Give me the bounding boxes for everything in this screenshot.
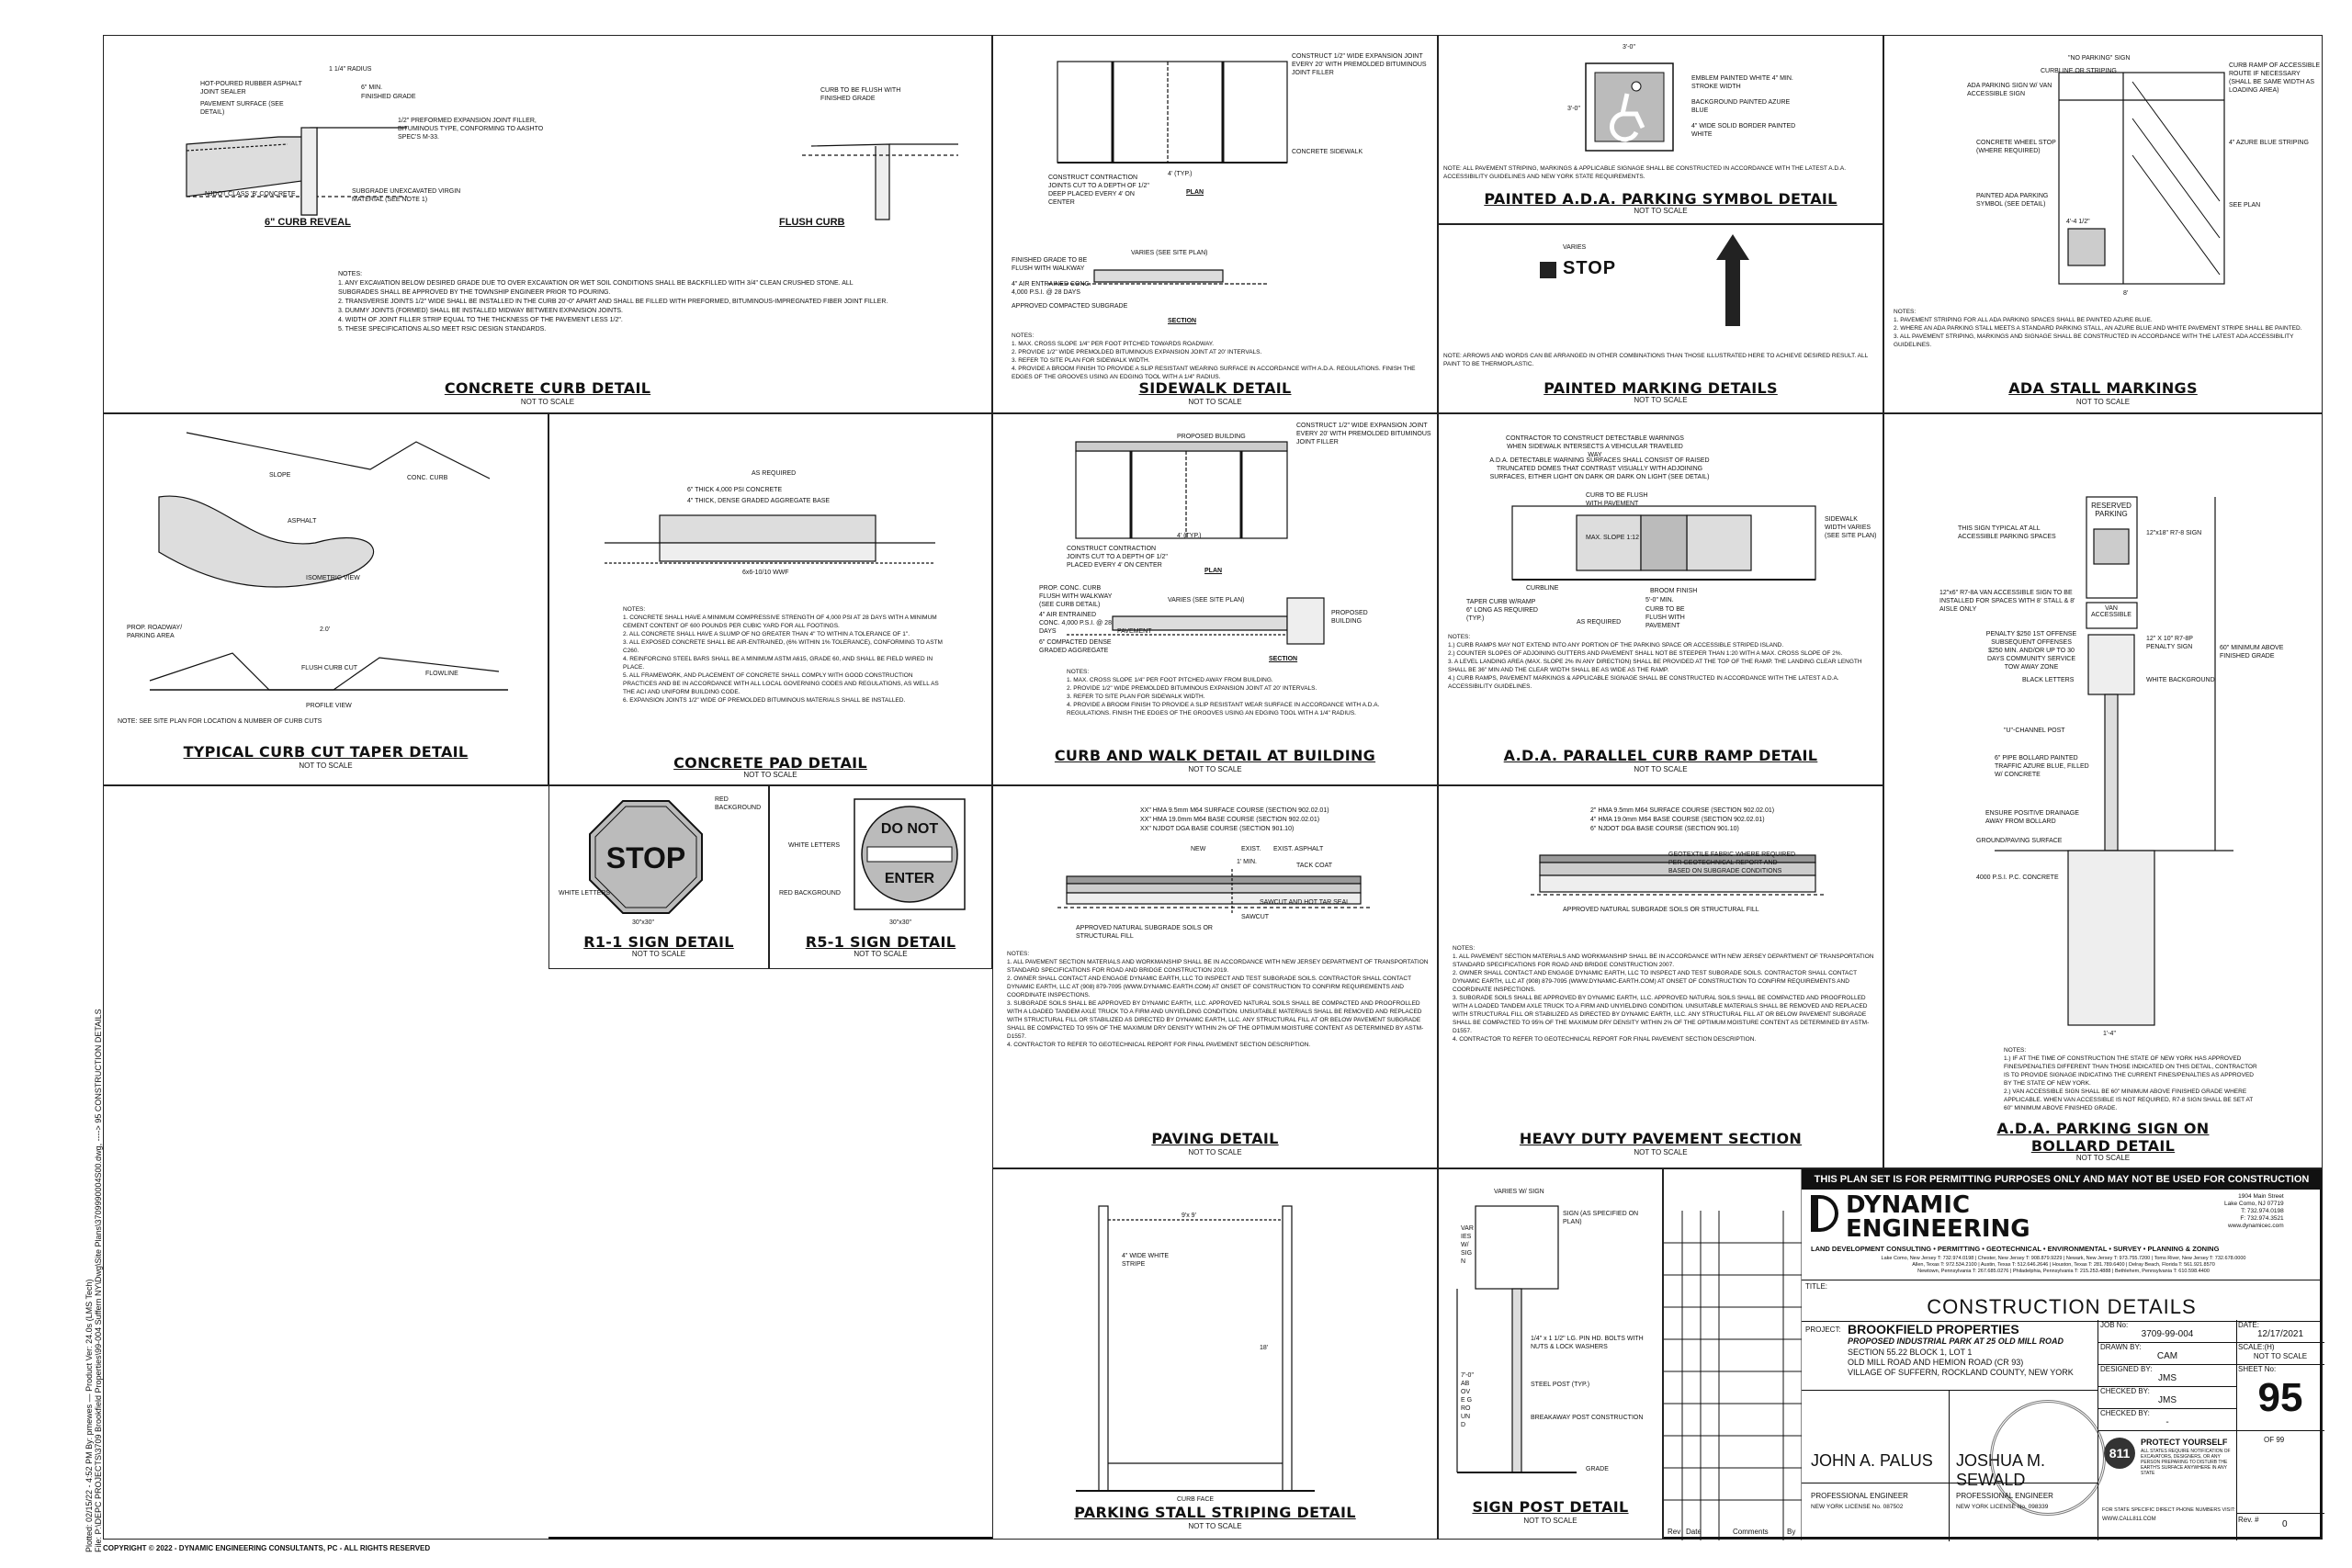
date-value: 12/17/2021 <box>2256 1329 2304 1339</box>
ada-symbol-title: PAINTED A.D.A. PARKING SYMBOL DETAIL <box>1484 190 1838 208</box>
cw-plan: PLAN <box>1204 568 1223 574</box>
ramp-label-4: CURBLINE <box>1526 585 1559 592</box>
adasign-label-7: "U"-CHANNEL POST <box>2004 728 2065 734</box>
curb-cut-title: TYPICAL CURB CUT TAPER DETAIL <box>183 743 469 761</box>
ramp-label-7: 5'-0" MIN. <box>1645 597 1674 604</box>
post-label-6: GRADE <box>1586 1466 1609 1472</box>
sign-post-detail <box>1438 1168 1663 1540</box>
project-location: SECTION 55.22 BLOCK 1, LOT 1 OLD MILL ROAD AND HEMION ROAD (CR 93) VILLAGE OF SUFFERN, ROCKLAND COUNTY, NEW YORK <box>1848 1348 2074 1377</box>
company-name-1: DYNAMIC <box>1846 1191 1971 1219</box>
title-box <box>1802 1280 2322 1322</box>
adasign-label-8: 6" PIPE BOLLARD PAINTED TRAFFIC AZURE BLUE, FILLED W/ CONCRETE <box>1995 755 2089 778</box>
checked-value: JMS <box>2158 1395 2177 1405</box>
curb-walk-detail <box>992 413 1438 785</box>
curb-label-2: PAVEMENT SURFACE (SEE DETAIL) <box>200 101 284 116</box>
drawn-label: DRAWN BY: <box>2100 1343 2142 1351</box>
cw-label-7: PAVEMENT <box>1117 628 1152 635</box>
call811-web: WWW.CALL811.COM <box>2102 1517 2156 1522</box>
paving-label-3: NEW <box>1191 846 1206 852</box>
curb-label-6: NJDOT CLASS 'B' CONCRETE <box>205 191 296 197</box>
adasign-label-0: THIS SIGN TYPICAL AT ALL ACCESSIBLE PARKING SPACES <box>1958 525 2056 540</box>
rev-col-comments: Comments <box>1733 1528 1769 1536</box>
post-label-0: VARIES W/ SIGN <box>1494 1189 1544 1195</box>
checked2-value: - <box>2165 1417 2169 1427</box>
ada-sign-title: A.D.A. PARKING SIGN ON BOLLARD DETAIL <box>1996 1120 2210 1155</box>
stall-curb-face: CURB FACE <box>1177 1496 1215 1503</box>
copyright: COPYRIGHT © 2022 - DYNAMIC ENGINEERING CONSULTANTS, PC - ALL RIGHTS RESERVED <box>103 1544 431 1552</box>
project-subtitle: PROPOSED INDUSTRIAL PARK AT 25 OLD MILL ROAD <box>1848 1337 2064 1346</box>
ada-sign-notes: NOTES: 1.) IF AT THE TIME OF CONSTRUCTION THE STATE OF NEW YORK HAS APPROVED FINES/PENALTIES DIFFERENT THAN THOSE INDICATED ON THIS DETAIL, CONTRACTOR IS TO PROVIDE SIGNAGE INDICATING THE CURRENT FINES/PENALTIES AS APPROVED BY THE STATE OF NEW YORK. 2.) VAN ACCESSIBLE SIGN SHALL BE 60" MINIMUM ABOVE FINISHED GRADE WHERE APPLICABLE. WHEN VAN ACCESSIBLE IS NOT REQUIRED, R7-8 SIGN SHALL BE SET AT 60" MINIMUM ABOVE FINISHED GRADE. <box>2004 1047 2257 1111</box>
ada-symbol-dim-side: 3'-0" <box>1567 106 1580 112</box>
pe2-license: NEW YORK LICENSE No. 098339 <box>1956 1504 2049 1510</box>
job-number: 3709-99-004 <box>2141 1329 2194 1339</box>
company-logo <box>1811 1195 1838 1232</box>
cw-label-4: PROP. CONC. CURB FLUSH WITH WALKWAY (SEE CURB DETAIL) <box>1039 585 1113 608</box>
curb-cut-profile: PROFILE VIEW <box>306 703 352 709</box>
marking-title: PAINTED MARKING DETAILS <box>1544 379 1778 397</box>
reserved-parking-text: RESERVED PARKING <box>2091 502 2132 518</box>
heavy-nts: NOT TO SCALE <box>1634 1148 1688 1156</box>
ramp-label-0: CONTRACTOR TO CONSTRUCT DETECTABLE WARNINGS WHEN SIDEWALK INTERSECTS A VEHICULAR TRAVELED WAY <box>1506 435 1684 458</box>
sidewalk-nts: NOT TO SCALE <box>1188 398 1242 406</box>
scale-value: NOT TO SCALE <box>2253 1352 2308 1360</box>
stall-dim-width: 9'x 9' <box>1182 1213 1196 1219</box>
cw-label-1: PROPOSED BUILDING <box>1177 434 1246 440</box>
heavy-label-2: 6" NJDOT DGA BASE COURSE (SECTION 901.10) <box>1590 826 1739 832</box>
cw-notes: NOTES: 1. MAX. CROSS SLOPE 1/4" PER FOOT PITCHED AWAY FROM BUILDING. 2. PROVIDE 1/2" WIDE PREMOLDED BITUMINOUS EXPANSION JOINT AT 20' INTERVALS. 3. REFER TO SITE PLAN FOR SIDEWALK WIDTH. 4. PROVIDE A BROOM FINISH TO PROVIDE A SLIP RESISTANT WEAR SURFACE IN ACCORDANCE WITH A.D.A. REGULATIONS. FINISH THE EDGES OF THE GROOVES USING AN EDGING TOOL WITH A 1/4" RADIUS. <box>1067 669 1380 716</box>
paving-title: PAVING DETAIL <box>1151 1130 1279 1147</box>
curb-label-7: SUBGRADE UNEXCAVATED VIRGIN MATERIAL (SEE NOTE 1) <box>352 188 461 203</box>
stall-label-7: SEE PLAN <box>2229 202 2261 209</box>
adasign-label-13: 1'-4" <box>2103 1031 2116 1037</box>
company-name-2: ENGINEERING <box>1846 1215 2030 1243</box>
stall-title: PARKING STALL STRIPING DETAIL <box>1074 1504 1356 1521</box>
rev-value: 0 <box>2282 1519 2288 1529</box>
post-label-5: BREAKAWAY POST CONSTRUCTION <box>1531 1415 1644 1421</box>
curb-cut-label-1: CONC. CURB <box>407 475 448 481</box>
curb-cut-taper-detail <box>103 413 548 785</box>
plot-stamp: Plotted: 02/15/22 - 4:52 PM By: pmewes — Product Ver: 24.0s (LMS Tech) <box>85 1279 94 1552</box>
sidewalk-detail <box>992 35 1438 413</box>
do-not-enter-detail <box>769 785 992 969</box>
company-offices: Lake Como, New Jersey T: 732.974.0198 | Chester, New Jersey T: 908.879.9229 | Newark, New Jersey T: 973.755.7200 | Toms River, New Jersey T: 732.678.0000 Allen, Texas T: 972.534.2100 | Austin, Texas T: 512.646.2646 | Houston, Texas T: 281.789.6400 | Delray Beach, Florida T: 561.921.8570 Newtown, Pennsylvania T: 267.685.0276 | Philadelphia, Pennsylvania T: 215.253.4888 | Bethlehem, Pennsylvania T: 610.598.4400 <box>1881 1256 2246 1274</box>
ada-symbol-label-1: BACKGROUND PAINTED AZURE BLUE <box>1691 99 1791 114</box>
heavy-duty-pavement-detail <box>1438 785 1883 1168</box>
stop-title: R1-1 SIGN DETAIL <box>583 933 734 951</box>
pad-label-0: AS REQUIRED <box>752 470 797 477</box>
dne-text-1: DO NOT <box>880 821 939 837</box>
designed-cell <box>2098 1364 2237 1387</box>
post-label-1: SIGN (AS SPECIFIED ON PLAN) <box>1563 1211 1639 1225</box>
stall-label-6: PAINTED ADA PARKING SYMBOL (SEE DETAIL) <box>1976 193 2049 208</box>
stall-label-1: CURBLINE OR STRIPING <box>2041 68 2117 74</box>
curb-cut-notes: NOTE: SEE SITE PLAN FOR LOCATION & NUMBER OF CURB CUTS <box>118 718 322 725</box>
call811-block <box>2098 1430 2237 1540</box>
paving-label-0: XX" HMA 9.5mm M64 SURFACE COURSE (SECTION 902.02.01) <box>1140 807 1329 814</box>
heavy-label-1: 4" HMA 19.0mm M64 BASE COURSE (SECTION 902.02.01) <box>1590 817 1765 823</box>
curb-label-1: HOT-POURED RUBBER ASPHALT JOINT SEALER <box>200 81 302 96</box>
paving-detail <box>992 785 1438 1168</box>
stop-word: STOP <box>1563 258 1617 278</box>
sheet-number: 95 <box>2257 1375 2303 1420</box>
ramp-label-8: CURB TO BE FLUSH WITH PAVEMENT <box>1645 606 1685 629</box>
marking-nts: NOT TO SCALE <box>1634 396 1688 404</box>
ada-stall-notes: NOTES: 1. PAVEMENT STRIPING FOR ALL ADA PARKING SPACES SHALL BE PAINTED AZURE BLUE. 2. WHERE AN ADA PARKING STALL MEETS A STANDARD PARKING STALL, AN AZURE BLUE AND WHITE PAVEMENT STRIPE SHALL BE PAINTED. 3. ALL PAVEMENT STRIPING, MARKINGS AND SIGNAGE SHALL BE CONSTRUCTED IN ACCORDANCE WITH THE LATEST ADA ACCESSIBILITY GUIDELINES. <box>1894 309 2302 348</box>
cw-label-2: CONSTRUCT CONTRACTION JOINTS CUT TO A DEPTH OF 1/2" PLACED EVERY 4' ON CENTER <box>1067 546 1168 569</box>
dne-text-2: ENTER <box>884 871 935 886</box>
job-cell <box>2098 1320 2237 1343</box>
checked-label: CHECKED BY: <box>2100 1387 2150 1395</box>
rev-col-date: Date <box>1686 1528 1702 1536</box>
curb-cut-label-0: SLOPE <box>269 472 291 479</box>
call811-text: ALL STATES REQUIRE NOTIFICATION OF EXCAVATORS, DESIGNERS, OR ANY PERSON PREPARING TO DISTURB THE EARTH'S SURFACE ANYWHERE IN ANY STATE <box>2141 1449 2231 1476</box>
van-accessible-text: VAN ACCESSIBLE <box>2091 605 2132 618</box>
stall-label-5: 4" AZURE BLUE STRIPING <box>2229 140 2309 146</box>
paving-label-5: EXIST. ASPHALT <box>1273 846 1324 852</box>
ada-stall-detail <box>1883 35 2323 413</box>
marking-notes: NOTE: ARROWS AND WORDS CAN BE ARRANGED IN OTHER COMBINATIONS THAN THOSE ILLUSTRATED HERE TO ACHIEVE DESIRED RESULT. ALL PAINT TO BE THERMOPLASTIC. <box>1443 353 1868 367</box>
concrete-curb-detail <box>103 35 992 413</box>
sheet-cell <box>2236 1364 2324 1431</box>
file-path: File: P:\DEPC PROJECTS\3709 Brookfield Properties\99-004 Suffern NY\Dwg\Site Plans\3709990004S00.dwg, ----> 95 CONSTRUCTION DETAILS <box>94 1009 103 1552</box>
curb-cut-iso: ISOMETRIC VIEW <box>306 575 360 581</box>
cw-label-3: 4' (TYP.) <box>1177 533 1202 539</box>
paving-label-8: SAWCUT <box>1241 914 1270 920</box>
drawn-cell <box>2098 1342 2237 1365</box>
curb-label-5: 1/2" PREFORMED EXPANSION JOINT FILLER, BITUMINOUS TYPE, CONFORMING TO AASHTO SPEC'S M-33. <box>398 118 544 141</box>
scale-label: SCALE:(H) <box>2238 1343 2275 1351</box>
sheet-of: OF 99 <box>2264 1436 2285 1444</box>
stall-label-4: CONCRETE WHEEL STOP (WHERE REQUIRED) <box>1976 140 2056 154</box>
post-label-3: 1/4" x 1 1/2" LG. PIN HD. BOLTS WITH NUTS & LOCK WASHERS <box>1531 1336 1644 1350</box>
checked-cell <box>2098 1386 2237 1409</box>
revision-grid <box>1664 1169 1802 1540</box>
stop-label-1: WHITE LETTERS <box>559 890 611 897</box>
stall-label-9: 8' <box>2123 290 2129 297</box>
sidewalk-label-0: CONSTRUCT 1/2" WIDE EXPANSION JOINT EVERY 20' WITH PREMOLDED BITUMINOUS JOINT FILLER <box>1292 53 1427 76</box>
pad-title: CONCRETE PAD DETAIL <box>673 754 867 772</box>
drawn-value: CAM <box>2156 1351 2178 1361</box>
sidewalk-label-7: APPROVED COMPACTED SUBGRADE <box>1012 303 1128 310</box>
ada-symbol-dim-top: 3'-0" <box>1623 44 1635 51</box>
rev-col-rev: Rev <box>1668 1528 1681 1536</box>
sidewalk-label-4: VARIES (SEE SITE PLAN) <box>1131 250 1208 256</box>
sidewalk-label-5: FINISHED GRADE TO BE FLUSH WITH WALKWAY <box>1012 257 1088 272</box>
ramp-label-9: AS REQUIRED <box>1577 619 1622 626</box>
post-label-2: VARIES W/ SIGN <box>1461 1225 1474 1265</box>
stall-label-0: "NO PARKING" SIGN <box>2068 55 2131 62</box>
checked2-label: CHECKED BY: <box>2100 1409 2150 1417</box>
sheet-label: SHEET No: <box>2238 1365 2277 1373</box>
pe1-name: JOHN A. PALUS <box>1811 1451 1933 1470</box>
paving-label-6: 1' MIN. <box>1237 859 1257 865</box>
ada-sign-nts: NOT TO SCALE <box>2075 1154 2131 1162</box>
heavy-notes: NOTES: 1. ALL PAVEMENT SECTION MATERIALS AND WORKMANSHIP SHALL BE IN ACCORDANCE WITH NEW JERSEY DEPARTMENT OF TRANSPORTATION STANDARD SPECIFICATIONS FOR ROAD AND BRIDGE CONSTRUCTION 2007. 2. OWNER SHALL CONTACT AND ENGAGE DYNAMIC EARTH, LLC TO INSPECT AND TEST SUBGRADE SOILS. CONTRACTOR SHALL CONTACT DYNAMIC EARTH, LLC AT (908) 879-7095 (WWW.DYNAMIC-EARTH.COM) AT ONSET OF CONSTRUCTION TO CONFIRM REQUIREMENTS AND COORDINATE INSPECTIONS. 3. SUBGRADE SOILS SHALL BE APPROVED BY DYNAMIC EARTH, LLC. APPROVED NATURAL SOILS SHALL BE COMPACTED AND PROOFROLLED WITH A LOADED TANDEM AXLE TRUCK TO A FIRM AND UNYIELDING CONDITION. UNSUITABLE MATERIALS SHALL BE REMOVED AND REPLACED WITH STRUCTURAL FILL OR STABILIZED AS DIRECTED BY DYNAMIC EARTH, LLC. ANY STRUCTURAL FILL AT OR BELOW PAVEMENT SUBGRADE SHALL BE COMPACTED TO 95% OF THE MAXIMUM DRY DENSITY WITHIN 2% OF THE OPTIMUM MOISTURE CONTENT AS DETERMINED BY ASTM-D1557. 4. CONTRACTOR TO REFER TO GEOTECHNICAL REPORT FOR FINAL PAVEMENT SECTION DESCRIPTION. <box>1453 945 1874 1043</box>
paving-label-1: XX" HMA 19.0mm M64 BASE COURSE (SECTION 902.02.01) <box>1140 817 1320 823</box>
ada-symbol-label-2: 4" WIDE SOLID BORDER PAINTED WHITE <box>1691 123 1796 138</box>
heavy-label-3: GEOTEXTILE FABRIC WHERE REQUIRED PER GEOTECHNICAL REPORT AND BASED ON SUBGRADE CONDITIONS <box>1668 852 1796 874</box>
cw-label-9: PROPOSED BUILDING <box>1331 610 1368 625</box>
curb-label-4: FINISHED GRADE <box>361 94 416 100</box>
curb-cut-nts: NOT TO SCALE <box>299 761 353 770</box>
stop-label-2: 30"x30" <box>632 919 655 926</box>
dne-label-1: RED BACKGROUND <box>779 890 841 897</box>
sidewalk-label-3: 4' (TYP.) <box>1168 171 1193 177</box>
adasign-label-10: GROUND/PAVING SURFACE <box>1976 838 2063 844</box>
info-grid <box>2098 1320 2324 1540</box>
heavy-title: HEAVY DUTY PAVEMENT SECTION <box>1519 1130 1803 1147</box>
cw-nts: NOT TO SCALE <box>1188 765 1242 773</box>
ramp-label-3: MAX. SLOPE 1:12 <box>1586 535 1639 541</box>
adasign-label-4: 12" X 10" R7-8P PENALTY SIGN <box>2146 636 2193 650</box>
rev-col-by: By <box>1787 1528 1796 1536</box>
stall-label-8: 4'-4 1/2" <box>2066 219 2090 225</box>
parking-stall-detail <box>992 1168 1438 1540</box>
paving-label-7: TACK COAT <box>1296 863 1333 869</box>
blank-area <box>103 785 548 1540</box>
ramp-label-6: BROOM FINISH <box>1650 588 1698 594</box>
stall-label-3: CURB RAMP OF ACCESSIBLE ROUTE IF NECESSARY (SHALL BE SAME WIDTH AS LOADING AREA) <box>2229 62 2321 94</box>
adasign-label-11: 4000 P.S.I. P.C. CONCRETE <box>1976 874 2059 881</box>
company-address: 1904 Main Street Lake Como, NJ 07719 T: 732.974.0198 F: 732.974.3521 www.dynamicec.com <box>2224 1193 2284 1229</box>
pad-label-2: 4" THICK, DENSE GRADED AGGREGATE BASE <box>687 498 831 504</box>
adasign-label-6: WHITE BACKGROUND <box>2146 677 2215 683</box>
designed-label: DESIGNED BY: <box>2100 1365 2153 1373</box>
dne-label-2: 30"x30" <box>889 919 912 926</box>
rev-label: Rev. # <box>2238 1516 2259 1524</box>
stop-nts: NOT TO SCALE <box>631 950 686 958</box>
stall-nts: NOT TO SCALE <box>1188 1522 1242 1530</box>
ada-symbol-label-0: EMBLEM PAINTED WHITE 4" MIN. STROKE WIDTH <box>1691 75 1793 90</box>
ada-stall-nts: NOT TO SCALE <box>2075 398 2131 406</box>
ramp-notes: NOTES: 1.) CURB RAMPS MAY NOT EXTEND INTO ANY PORTION OF THE PARKING SPACE OR ACCESSIBLE STRIPED ISLAND. 2.) COUNTER SLOPES OF ADJOINING GUTTERS AND PAVEMENT SHALL NOT BE STEEPER THAN 1:20 WITH A MAX. CROSS SLOPE OF 2%. 3. A LEVEL LANDING AREA (MAX. SLOPE 2% IN ANY DIRECTION) SHALL BE PROVIDED AT THE TOP OF THE RAMP. THE LANDING CLEAR LENGTH SHALL BE 36" MIN AND THE CLEAR WIDTH SHALL BE AS WIDE AS THE RAMP. 4.) CURB RAMPS, PAVEMENT MARKINGS & APPLICABLE SIGNAGE SHALL BE CONSTRUCTED IN ACCORDANCE WITH THE LATEST A.D.A. ACCESSIBILITY GUIDELINES. <box>1448 634 1862 690</box>
sidewalk-label-6: 4" AIR ENTRAINED CONC. 4,000 P.S.I. @ 28 DAYS <box>1012 281 1091 296</box>
company-services: LAND DEVELOPMENT CONSULTING • PERMITTING • GEOTECHNICAL • ENVIRONMENTAL • SURVEY • PLANNING & ZONING <box>1811 1245 2220 1253</box>
post-label-4: STEEL POST (TYP.) <box>1531 1382 1590 1388</box>
ada-symbol-detail <box>1438 35 1883 224</box>
adasign-label-5: BLACK LETTERS <box>2022 677 2075 683</box>
heavy-label-4: APPROVED NATURAL SUBGRADE SOILS OR STRUCTURAL FILL <box>1563 907 1759 913</box>
ada-stall-title: ADA STALL MARKINGS <box>2008 379 2198 397</box>
paving-label-4: EXIST. <box>1241 846 1261 852</box>
cw-label-6: 4" AIR ENTRAINED CONC. 4,000 P.S.I. @ 28 DAYS <box>1039 612 1112 635</box>
adasign-label-12: 60" MINIMUM ABOVE FINISHED GRADE <box>2220 645 2284 660</box>
flush-curb-subtitle: FLUSH CURB <box>779 217 845 228</box>
post-label-7: 7'-0" ABOVE GROUND <box>1461 1372 1474 1428</box>
job-label: JOB No: <box>2100 1321 2129 1329</box>
curb-reveal-subtitle: 6" CURB REVEAL <box>265 217 351 228</box>
cw-title: CURB AND WALK DETAIL AT BUILDING <box>1054 747 1376 764</box>
cw-section: SECTION <box>1269 656 1298 662</box>
adasign-label-3: PENALTY $250 1ST OFFENSE SUBSEQUENT OFFENSES $250 MIN. AND/OR UP TO 30 DAYS COMMUNITY SERVICE TOW AWAY ZONE <box>1985 631 2077 671</box>
permit-banner: THIS PLAN SET IS FOR PERMITTING PURPOSES ONLY AND MAY NOT BE USED FOR CONSTRUCTION <box>1802 1169 2322 1190</box>
pad-label-3: 6x6-10/10 WWF <box>742 570 789 576</box>
call811-title: PROTECT YOURSELF <box>2141 1438 2228 1447</box>
sidewalk-label-1: CONSTRUCT CONTRACTION JOINTS CUT TO A DEPTH OF 1/2" DEEP PLACED EVERY 4' ON CENTER <box>1048 175 1149 206</box>
post-title: SIGN POST DETAIL <box>1472 1498 1629 1516</box>
pe2-title: PROFESSIONAL ENGINEER <box>1956 1492 2053 1500</box>
paving-label-2: XX" NJDOT DGA BASE COURSE (SECTION 901.10) <box>1140 826 1295 832</box>
curb-cut-drawing <box>104 414 548 785</box>
checked2-cell <box>2098 1408 2237 1431</box>
curb-cut-label-3: PROP. ROADWAY/ PARKING AREA <box>127 625 183 639</box>
drawing-title: CONSTRUCTION DETAILS <box>1927 1295 2197 1318</box>
adasign-label-9: ENSURE POSITIVE DRAINAGE AWAY FROM BOLLARD <box>1985 810 2079 825</box>
cw-label-5: VARIES (SEE SITE PLAN) <box>1168 597 1245 604</box>
ramp-title: A.D.A. PARALLEL CURB RAMP DETAIL <box>1503 747 1818 764</box>
engineer-block <box>1802 1390 2098 1541</box>
sidewalk-notes: NOTES: 1. MAX. CROSS SLOPE 1/4" PER FOOT PITCHED TOWARDS ROADWAY. 2. PROVIDE 1/2" WIDE PREMOLDED BITUMINOUS EXPANSION JOINT AT 20' INTERVALS. 3. REFER TO SITE PLAN FOR SIDEWALK WIDTH. 4. PROVIDE A BROOM FINISH TO PROVIDE A SLIP RESISTANT WEARING SURFACE IN ACCORDANCE WITH A.D.A. REGULATIONS. FINISH THE EDGES OF THE GROOVES USING AN EDGING TOOL WITH A 1/4" RADIUS. <box>1012 333 1416 380</box>
dne-label-0: WHITE LETTERS <box>788 842 841 849</box>
project-name: BROOKFIELD PROPERTIES <box>1848 1322 2019 1337</box>
ada-sign-bollard-detail <box>1883 413 2323 1168</box>
dne-title: R5-1 SIGN DETAIL <box>805 933 956 951</box>
curb-cut-label-2: ASPHALT <box>288 518 317 525</box>
sidewalk-section: SECTION <box>1168 318 1197 324</box>
call811-logo: 811 <box>2104 1438 2135 1469</box>
ada-symbol-nts: NOT TO SCALE <box>1634 207 1688 215</box>
designed-value: JMS <box>2158 1373 2177 1383</box>
curb-nts: NOT TO SCALE <box>520 398 575 406</box>
call811-foot: FOR STATE SPECIFIC DIRECT PHONE NUMBERS VISIT: <box>2102 1507 2236 1513</box>
sidewalk-label-2: CONCRETE SIDEWALK <box>1292 149 1363 155</box>
sidewalk-plan: PLAN <box>1186 189 1204 196</box>
adasign-label-1: 12"x18" R7-8 SIGN <box>2146 530 2202 536</box>
stall-dim-length: 18' <box>1260 1345 1269 1351</box>
pe1-license: NEW YORK LICENSE No. 087502 <box>1811 1504 1904 1510</box>
concrete-pad-detail <box>548 413 992 785</box>
curb-ramp-detail <box>1438 413 1883 785</box>
post-nts: NOT TO SCALE <box>1523 1517 1577 1525</box>
paving-notes: NOTES: 1. ALL PAVEMENT SECTION MATERIALS AND WORKMANSHIP SHALL BE IN ACCORDANCE WITH NEW JERSEY DEPARTMENT OF TRANSPORTATION STANDARD SPECIFICATIONS FOR ROAD AND BRIDGE CONSTRUCTION 2019. 2. OWNER SHALL CONTACT AND ENGAGE DYNAMIC EARTH, LLC TO INSPECT AND TEST SUBGRADE SOILS. CONTRACTOR SHALL CONTACT DYNAMIC EARTH, LLC AT (908) 879-7095 (WWW.DYNAMIC-EARTH.COM) AT ONSET OF CONSTRUCTION TO CONFIRM REQUIREMENTS AND COORDINATE INSPECTIONS. 3. SUBGRADE SOILS SHALL BE APPROVED BY DYNAMIC EARTH, LLC. APPROVED NATURAL SOILS SHALL BE COMPACTED AND PROOFROLLED WITH A LOADED TANDEM AXLE TRUCK TO A FIRM AND UNYIELDING CONDITION. UNSUITABLE MATERIALS SHALL BE REMOVED AND REPLACED WITH STRUCTURAL FILL OR STABILIZED AS DIRECTED BY DYNAMIC EARTH, LLC. ANY STRUCTURAL FILL AT OR BELOW PAVEMENT SUBGRADE SHALL BE COMPACTED TO 95% OF THE MAXIMUM DRY DENSITY WITHIN 2% OF THE OPTIMUM MOISTURE CONTENT AS DETERMINED BY ASTM-D1557. 4. CONTRACTOR TO REFER TO GEOTECHNICAL REPORT FOR FINAL PAVEMENT SECTION DESCRIPTION. <box>1007 951 1429 1048</box>
curb-label-3: 6" MIN. <box>361 85 383 91</box>
curb-notes: NOTES: 1. ANY EXCAVATION BELOW DESIRED GRADE DUE TO OVER EXCAVATION OR WET SOIL CONDITIONS SHALL BE BACKFILLED WITH 3/4" CLEAN CRUSHED STONE. ALL SUBGRADES SHALL BE APPROVED BY THE TOWNSHIP ENGINEER PRIOR TO POURING. 2. TRANSVERSE JOINTS 1/2" WIDE SHALL BE INSTALLED IN THE CURB 20'-0" APART AND SHALL BE FILLED WITH PREFORMED, BITUMINOUS-IMPREGNATED FIBER JOINT FILLER. 3. DUMMY JOINTS (FORMED) SHALL BE INSTALLED MIDWAY BETWEEN EXPANSION JOINTS. 4. WIDTH OF JOINT FILLER STRIP EQUAL TO THE THICKNESS OF THE PAVEMENT LESS 1/2". 5. THESE SPECIFICATIONS ALSO MEET RSIC DESIGN STANDARDS. <box>338 271 888 333</box>
ramp-nts: NOT TO SCALE <box>1634 765 1688 773</box>
adasign-label-2: 12"x6" R7-8A VAN ACCESSIBLE SIGN TO BE INSTALLED FOR SPACES WITH 8' STALL & 8' AISLE ONLY <box>1939 590 2075 613</box>
stop-label-0: RED BACKGROUND <box>715 796 762 811</box>
heavy-label-0: 2" HMA 9.5mm M64 SURFACE COURSE (SECTION 902.02.01) <box>1590 807 1775 814</box>
stop-sign-detail <box>548 785 769 969</box>
stop-sign-text: STOP <box>605 841 686 874</box>
stall-label-2: ADA PARKING SIGN W/ VAN ACCESSIBLE SIGN <box>1967 83 2052 97</box>
curb-cut-label-5: FLUSH CURB CUT <box>301 665 358 671</box>
paving-nts: NOT TO SCALE <box>1188 1148 1242 1156</box>
dne-nts: NOT TO SCALE <box>854 950 908 958</box>
curb-label-8: CURB TO BE FLUSH WITH FINISHED GRADE <box>820 87 901 102</box>
curb-label-0: 1 1/4" RADIUS <box>329 66 372 73</box>
pe1-title: PROFESSIONAL ENGINEER <box>1811 1492 1908 1500</box>
date-cell <box>2236 1320 2324 1343</box>
paving-label-10: APPROVED NATURAL SUBGRADE SOILS OR STRUCTURAL FILL <box>1076 925 1213 940</box>
project-label: PROJECT: <box>1805 1325 1841 1334</box>
pe2-name: JOSHUA M. SEWALD <box>1956 1451 2046 1489</box>
title-block <box>1663 1168 2323 1540</box>
cw-label-0: CONSTRUCT 1/2" WIDE EXPANSION JOINT EVERY 20' WITH PREMOLDED BITUMINOUS JOINT FILLER <box>1296 423 1431 446</box>
marking-varies: VARIES <box>1563 244 1587 251</box>
curb-cut-label-4: 2.0' <box>320 626 331 633</box>
stall-stripe-label: 4" WIDE WHITE STRIPE <box>1122 1253 1170 1268</box>
painted-marking-detail <box>1438 224 1883 413</box>
cw-label-8: 6" COMPACTED DENSE GRADED AGGREGATE <box>1039 639 1112 654</box>
ramp-label-10: SIDEWALK WIDTH VARIES (SEE SITE PLAN) <box>1825 516 1877 539</box>
pad-nts: NOT TO SCALE <box>743 771 797 779</box>
pad-label-1: 6" THICK 4,000 PSI CONCRETE <box>687 487 783 493</box>
ada-symbol-notes: NOTE: ALL PAVEMENT STRIPING, MARKINGS & APPLICABLE SIGNAGE SHALL BE CONSTRUCTED IN ACCORDANCE WITH THE LATEST A.D.A. ACCESSIBILITY GUIDELINES AND NEW YORK STATE REQUIREMENTS. <box>1443 165 1847 180</box>
curb-cut-label-6: FLOWLINE <box>425 671 458 677</box>
ramp-label-2: CURB TO BE FLUSH WITH PAVEMENT <box>1586 492 1648 507</box>
scale-cell <box>2236 1342 2324 1365</box>
curb-title: CONCRETE CURB DETAIL <box>444 379 651 397</box>
pad-notes: NOTES: 1. CONCRETE SHALL HAVE A MINIMUM COMPRESSIVE STRENGTH OF 4,000 PSI AT 28 DAYS WITH A MINIMUM CEMENT CONTENT OF 600 POUNDS PER CUBIC YARD FOR ALL FOOTINGS. 2. ALL CONCRETE SHALL HAVE A SLUMP OF NO GREATER THAN 4" TO WITHIN A TOLERANCE OF 1". 3. ALL EXPOSED CONCRETE SHALL BE AIR-ENTRAINED, (6% WITHIN 1% TOLERANCE), CONFORMING TO ASTM C260. 4. REINFORCING STEEL BARS SHALL BE A MINIMUM ASTM A615, GRADE 60, AND SHALL BE FIELD WIRED IN PLACE. 5. ALL FRAMEWORK, AND PLACEMENT OF CONCRETE SHALL COMPLY WITH GOOD CONSTRUCTION PRACTICES AND BE IN ACCORDANCE WITH ALL LOCAL GOVERNING CODES AND REGULATIONS, AS WELL AS THE ACI AND UNIFORM BUILDING CODE. 6. EXPANSION JOINTS 1/2" WIDE OF PREMOLDED BITUMINOUS MATERIALS SHALL BE INSTALLED. <box>623 606 943 704</box>
paving-label-9: SAWCUT AND HOT TAR SEAL <box>1260 899 1351 906</box>
rev-cell <box>2236 1513 2324 1541</box>
ramp-label-1: A.D.A. DETECTABLE WARNING SURFACES SHALL CONSIST OF RAISED TRUNCATED DOMES THAT CONTRAST VISUALLY WITH ADJOINING SURFACES, EITHER LIGHT ON DARK OR DARK ON LIGHT (SEE DETAIL) <box>1489 457 1710 480</box>
sidewalk-title: SIDEWALK DETAIL <box>1138 379 1292 397</box>
date-label: DATE: <box>2238 1321 2259 1329</box>
ramp-label-5: TAPER CURB W/RAMP 6" LONG AS REQUIRED (TYP.) <box>1466 599 1538 622</box>
title-label: TITLE: <box>1805 1282 1828 1291</box>
stall-drawing <box>993 1169 1438 1540</box>
